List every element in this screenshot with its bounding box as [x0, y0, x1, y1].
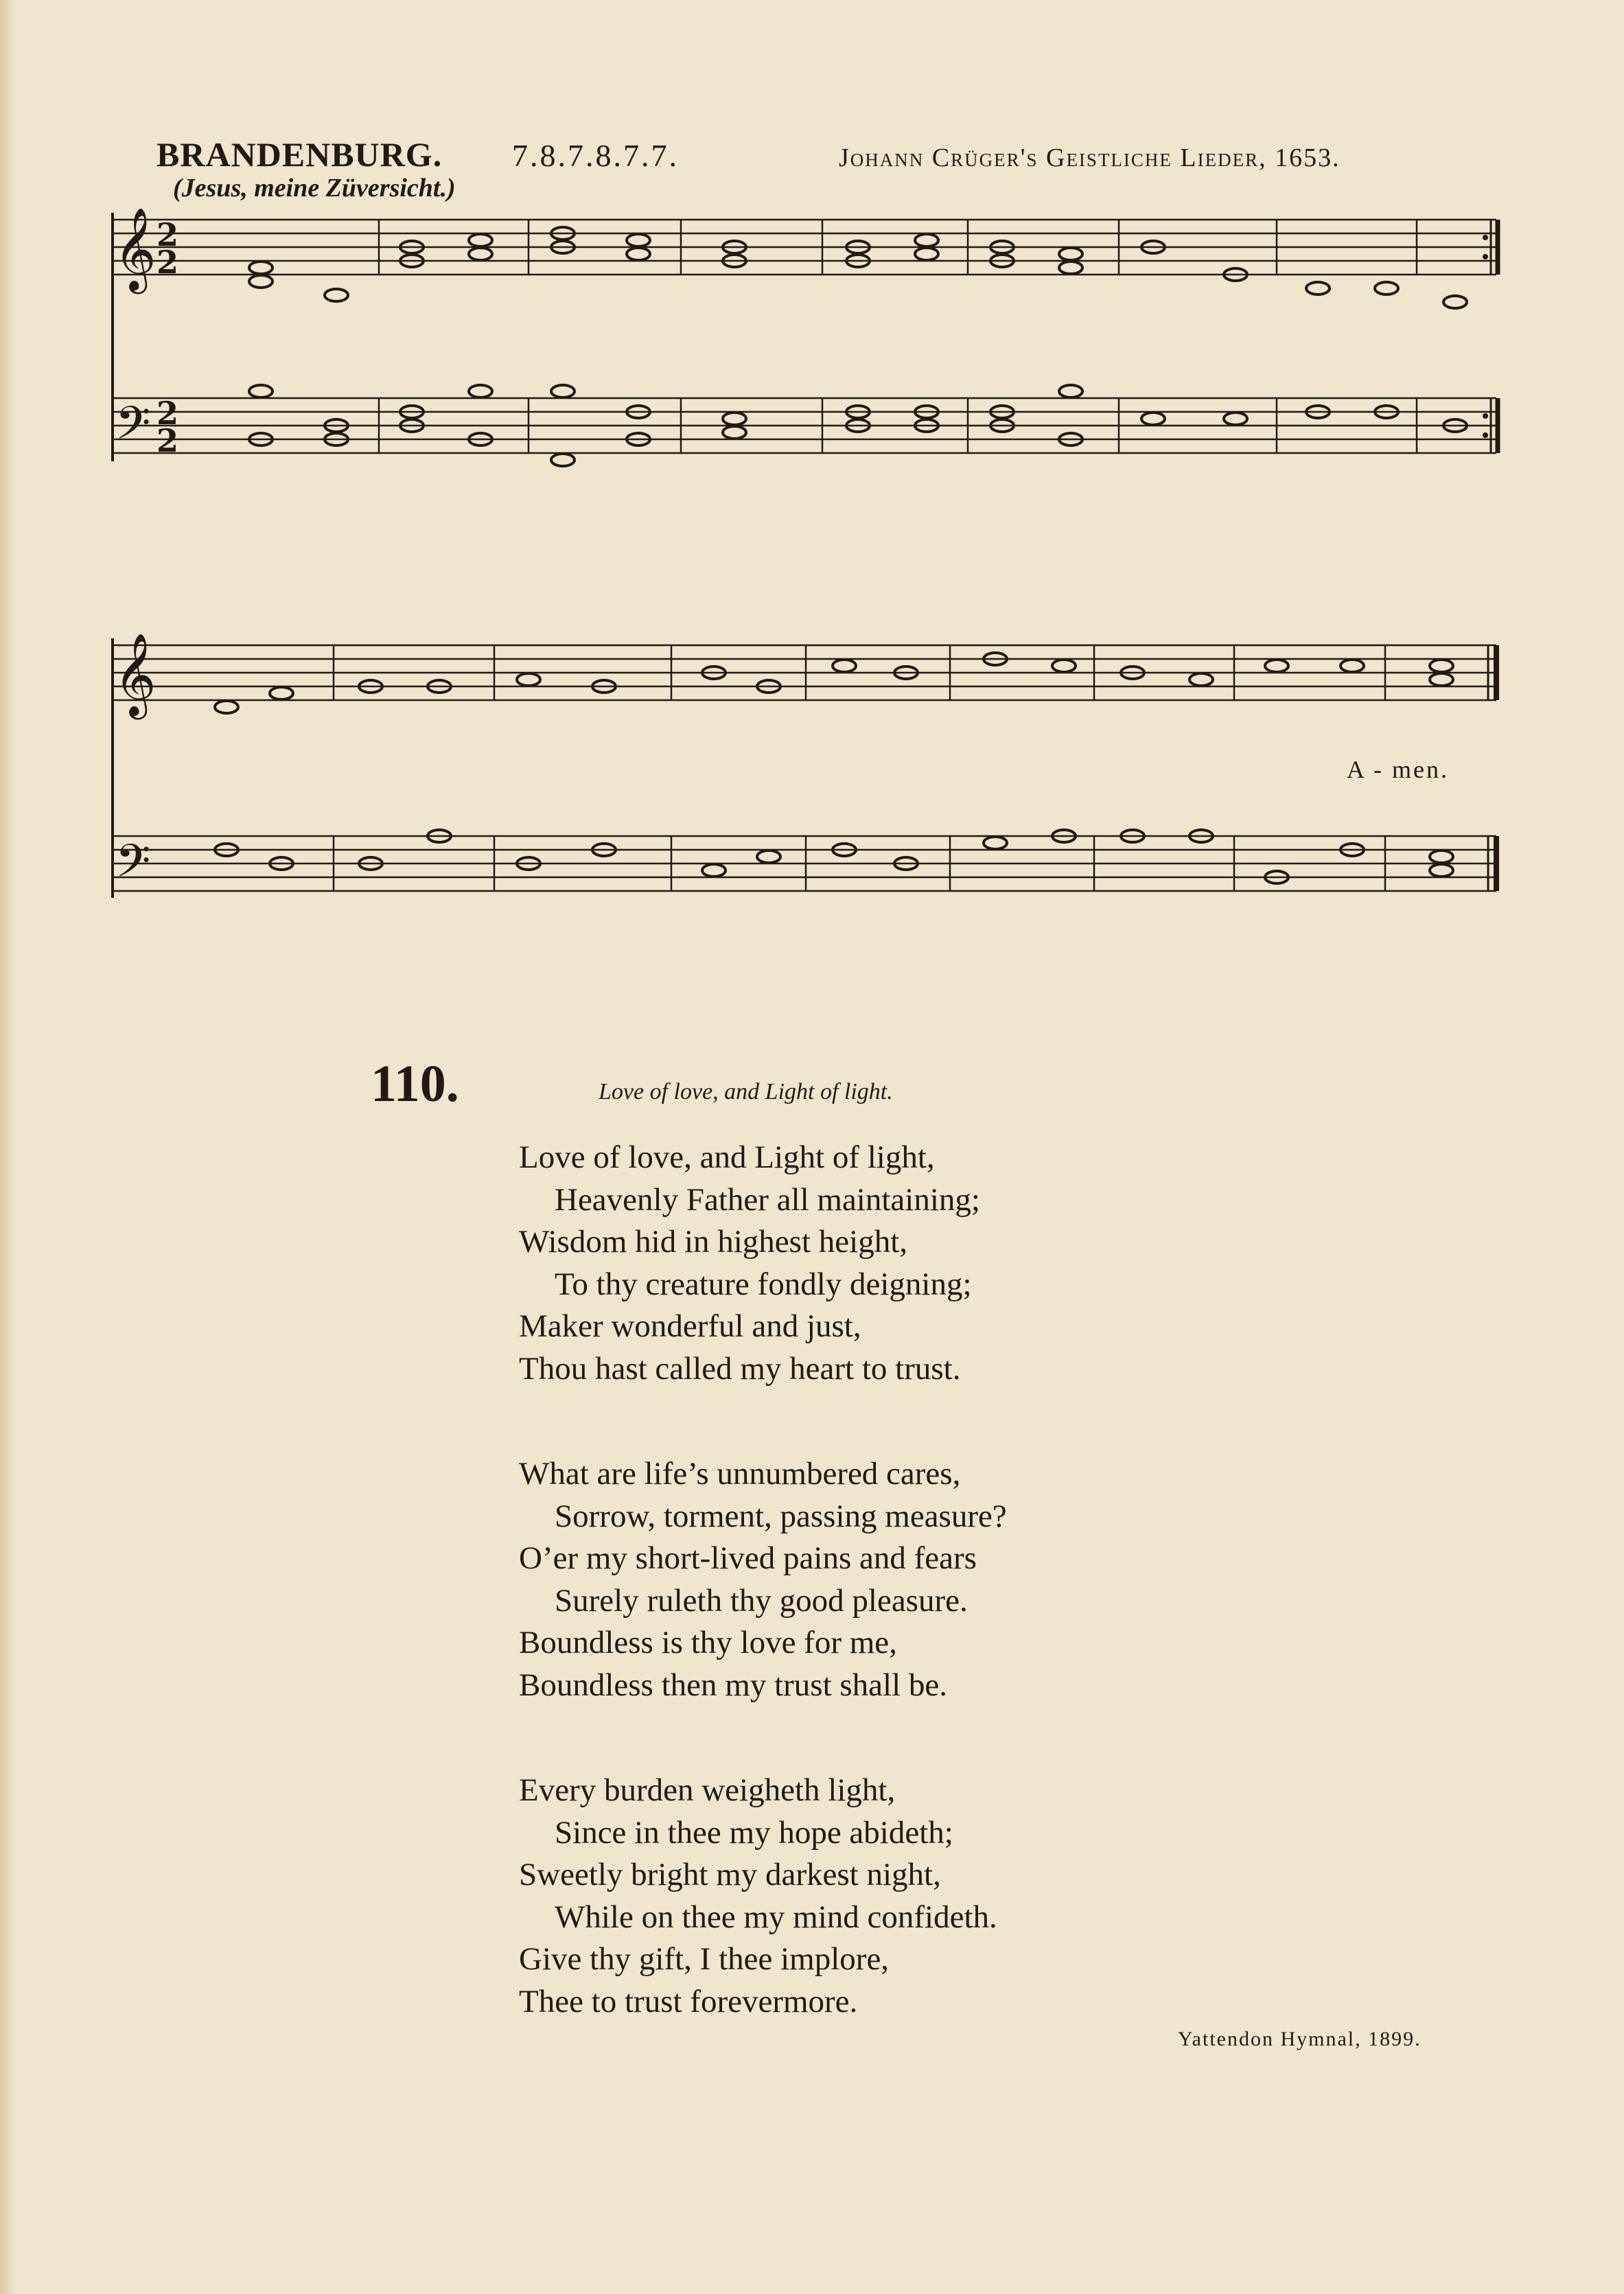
- verse-2: [519, 1453, 1007, 1706]
- tune-composer: Johann Crüger's Geistliche Lieder, 1653.: [839, 143, 1341, 172]
- svg-text:2: 2: [156, 244, 179, 281]
- verse-line: Maker wonderful and just,: [519, 1308, 861, 1344]
- verse-line: Thou hast called my heart to trust.: [519, 1350, 961, 1387]
- svg-text:𝄞: 𝄞: [114, 207, 156, 290]
- verse-3: [519, 1770, 997, 2023]
- svg-text:2: 2: [156, 216, 179, 253]
- music-system-1: [110, 206, 1503, 535]
- music-staves-2: [110, 618, 1503, 934]
- verse-line: Sorrow, torment, passing measure?: [555, 1498, 1007, 1534]
- verse-line: Boundless is thy love for me,: [519, 1625, 897, 1660]
- verse-line: To thy creature fondly deigning;: [555, 1266, 972, 1302]
- verse-1: [519, 1137, 980, 1390]
- verse-line: Sweetly bright my darkest night,: [519, 1857, 941, 1892]
- music-system-2: [110, 618, 1503, 934]
- page-binding-edge: [0, 0, 15, 2294]
- svg-text:2: 2: [156, 395, 179, 432]
- verse-line: Wisdom hid in highest height,: [519, 1224, 907, 1260]
- svg-text:𝄢: 𝄢: [115, 835, 151, 899]
- verse-line: Boundless then my trust shall be.: [519, 1667, 948, 1703]
- music-staves-1: [110, 206, 1503, 535]
- tune-name: BRANDENBURG.: [156, 135, 443, 174]
- verse-line: Give thy gift, I thee implore,: [519, 1941, 890, 1977]
- verse-line: Surely ruleth thy good pleasure.: [555, 1582, 968, 1619]
- verse-line: Love of love, and Light of light,: [519, 1139, 935, 1175]
- verse-line: What are life’s unnumbered cares,: [519, 1456, 961, 1492]
- svg-text:2: 2: [156, 422, 179, 459]
- hymn-number: 110.: [371, 1055, 459, 1113]
- verse-line: Since in thee my hope abideth;: [555, 1814, 953, 1851]
- amen-lyric: A - men.: [1347, 756, 1449, 783]
- verse-line: Heavenly Father all maintaining;: [555, 1181, 980, 1218]
- svg-text:𝄢: 𝄢: [115, 397, 151, 461]
- hymn-first-line: Love of love, and Light of light.: [599, 1079, 893, 1104]
- verse-line: Thee to trust forevermore.: [519, 1983, 858, 2019]
- tune-meter: 7.8.7.8.7.7.: [512, 138, 679, 173]
- svg-text:𝄞: 𝄞: [114, 632, 156, 716]
- verse-line: Every burden weigheth light,: [519, 1772, 896, 1808]
- tune-subtitle: (Jesus, meine Züversicht.): [173, 174, 456, 202]
- verse-line: While on thee my mind confideth.: [555, 1899, 997, 1935]
- hymn-attribution: Yattendon Hymnal, 1899.: [1178, 2028, 1422, 2050]
- verse-line: O’er my short-lived pains and fears: [519, 1540, 977, 1576]
